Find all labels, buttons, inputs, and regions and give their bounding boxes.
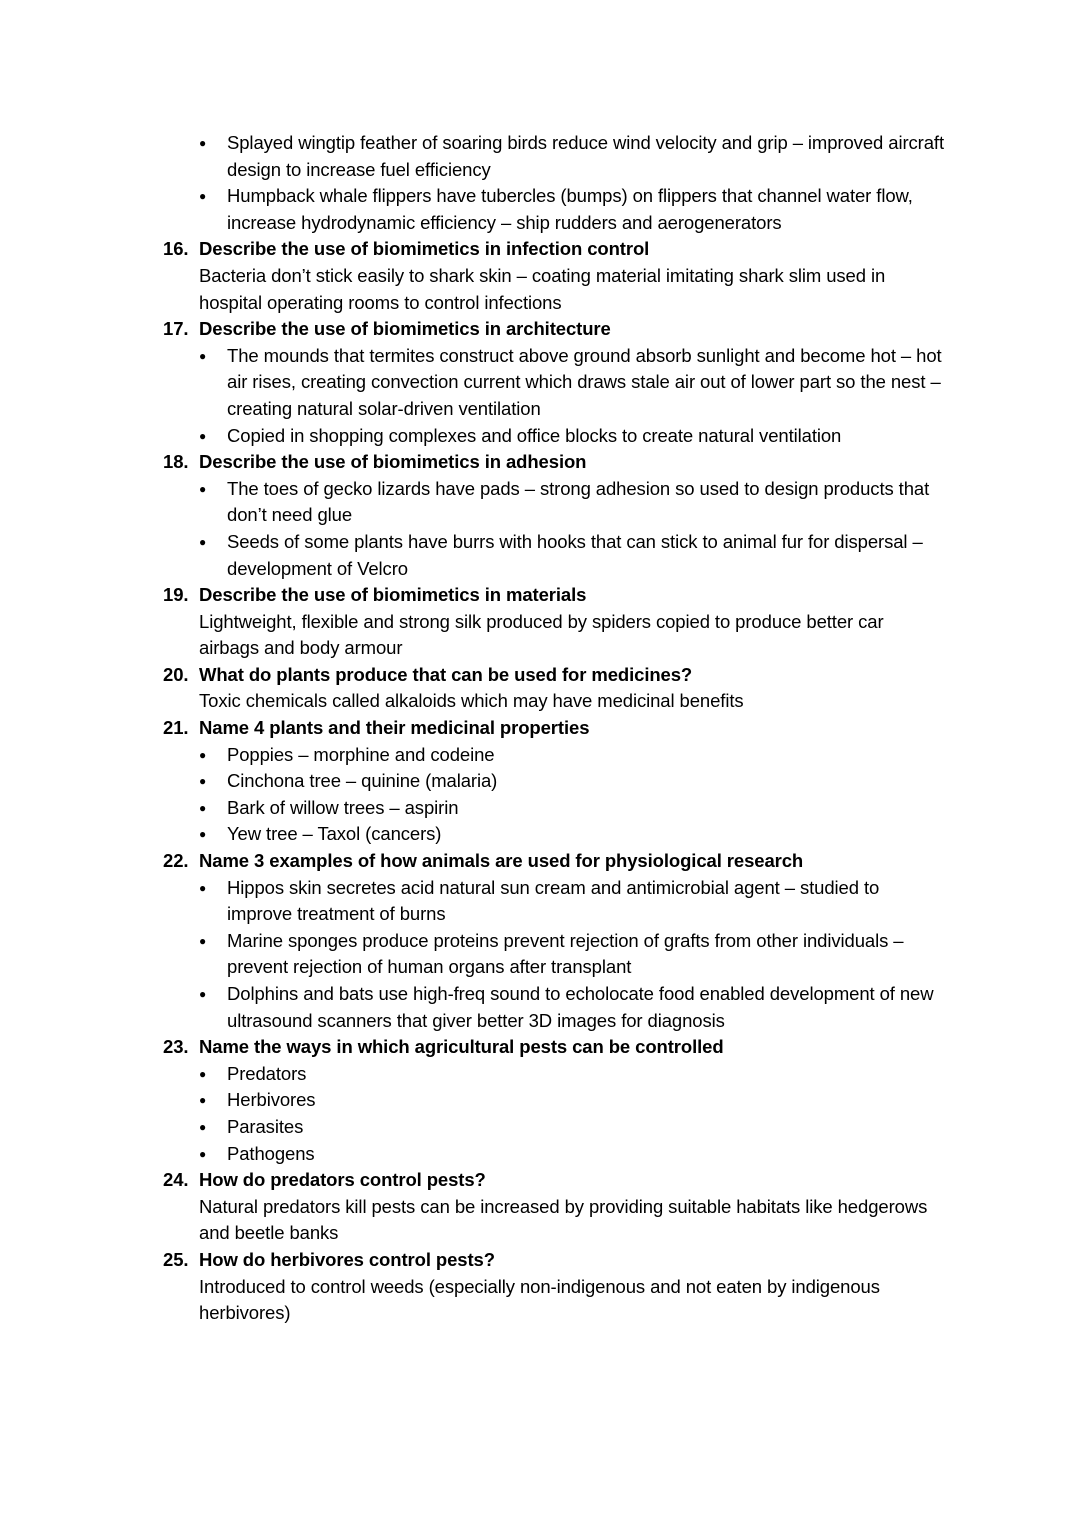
bullet-item xyxy=(199,821,948,848)
question-text: How do herbivores control pests? xyxy=(199,1248,495,1270)
bullet-text: Cinchona tree – quinine (malaria) xyxy=(227,770,498,792)
question-item xyxy=(163,1034,948,1061)
bullet-icon: ● xyxy=(199,933,207,948)
question-number: 18. xyxy=(163,451,189,473)
bullet-text: Humpback whale flippers have tubercles (bumps) on flippers that channel water flow, increase hydrodynamic efficiency – ship rudders and aerogenerators xyxy=(227,185,913,233)
question-text: Describe the use of biomimetics in materials xyxy=(199,584,587,606)
question-number: 22. xyxy=(163,850,189,872)
question-number: 17. xyxy=(163,318,189,340)
bullet-item xyxy=(199,183,948,236)
question-item xyxy=(163,848,948,875)
bullet-text: Dolphins and bats use high-freq sound to echolocate food enabled development of new ultrasound scanners that giver better 3D images for diagnosis xyxy=(227,983,934,1031)
bullet-text: Splayed wingtip feather of soaring birds reduce wind velocity and grip – improved aircraft design to increase fuel efficiency xyxy=(227,132,944,180)
bullet-item xyxy=(199,343,948,423)
question-number: 24. xyxy=(163,1169,189,1191)
question-item xyxy=(163,1247,948,1274)
question-text: Name 4 plants and their medicinal properties xyxy=(199,717,590,739)
bullet-item xyxy=(199,742,948,769)
question-number: 16. xyxy=(163,238,189,260)
bullet-text: The mounds that termites construct above ground absorb sunlight and become hot – hot air rises, creating convection current which draws stale air out of lower part so the nest – creating natural solar-driven ventilation xyxy=(227,344,942,419)
question-number: 19. xyxy=(163,584,189,606)
question-number: 21. xyxy=(163,717,189,739)
bullet-icon: ● xyxy=(199,481,207,496)
answer-text: Bacteria don’t stick easily to shark skin – coating material imitating shark slim used in hospital operating rooms to control infections xyxy=(199,264,886,313)
bullet-item xyxy=(199,1114,948,1141)
bullet-text: Hippos skin secretes acid natural sun cream and antimicrobial agent – studied to improve treatment of burns xyxy=(227,876,880,925)
question-text: Describe the use of biomimetics in infection control xyxy=(199,238,650,260)
bullet-item xyxy=(199,768,948,795)
answer-text: Lightweight, flexible and strong silk produced by spiders copied to produce better car airbags and body armour xyxy=(199,610,884,659)
bullet-item xyxy=(199,130,948,183)
bullet-item xyxy=(199,1061,948,1088)
answer-text: Introduced to control weeds (especially non-indigenous and not eaten by indigenous herbivores) xyxy=(199,1275,880,1324)
bullet-item xyxy=(199,875,948,928)
bullet-text: Poppies – morphine and codeine xyxy=(227,743,495,765)
question-item xyxy=(163,1167,948,1194)
question-text: What do plants produce that can be used for medicines? xyxy=(199,663,693,685)
bullet-item xyxy=(199,529,948,582)
bullet-item xyxy=(199,928,948,981)
question-item xyxy=(163,582,948,609)
bullet-text: Yew tree – Taxol (cancers) xyxy=(227,823,442,845)
question-item xyxy=(163,715,948,742)
bullet-item xyxy=(199,1141,948,1168)
question-item xyxy=(163,662,948,689)
answer-text: Toxic chemicals called alkaloids which may have medicinal benefits xyxy=(199,690,744,712)
bullet-text: Predators xyxy=(227,1062,307,1084)
bullet-icon: ● xyxy=(199,1093,207,1108)
bullet-icon: ● xyxy=(199,747,207,762)
question-text: Name the ways in which agricultural pests can be controlled xyxy=(199,1036,724,1058)
bullet-icon: ● xyxy=(199,880,207,895)
bullet-icon: ● xyxy=(199,534,207,549)
question-number: 25. xyxy=(163,1248,189,1270)
bullet-text: Pathogens xyxy=(227,1142,315,1164)
bullet-text: Marine sponges produce proteins prevent rejection of grafts from other individuals – prevent rejection of human organs after transplant xyxy=(227,929,904,978)
question-text: Describe the use of biomimetics in architecture xyxy=(199,318,611,340)
bullet-icon: ● xyxy=(199,827,207,842)
question-item xyxy=(163,236,948,263)
bullet-icon: ● xyxy=(199,987,207,1001)
bullet-item xyxy=(199,476,948,529)
question-text: Name 3 examples of how animals are used for physiological research xyxy=(199,850,804,872)
question-item xyxy=(163,449,948,476)
bullet-icon: ● xyxy=(199,348,207,363)
bullet-icon: ● xyxy=(199,774,207,789)
bullet-item xyxy=(199,981,948,1034)
question-item xyxy=(163,316,948,343)
bullet-item xyxy=(199,423,948,450)
bullet-text: Copied in shopping complexes and office blocks to create natural ventilation xyxy=(227,424,842,446)
bullet-text: The toes of gecko lizards have pads – strong adhesion so used to design products that don’t need glue xyxy=(227,477,930,526)
question-number: 20. xyxy=(163,663,189,685)
bullet-icon: ● xyxy=(199,136,207,150)
bullet-item xyxy=(199,795,948,822)
bullet-item xyxy=(199,1087,948,1114)
bullet-text: Parasites xyxy=(227,1115,304,1137)
question-number: 23. xyxy=(163,1036,189,1058)
bullet-icon: ● xyxy=(199,1119,207,1134)
answer-text: Natural predators kill pests can be increased by providing suitable habitats like hedgerows and beetle banks xyxy=(199,1195,928,1244)
question-text: How do predators control pests? xyxy=(199,1169,486,1191)
notes-list xyxy=(163,130,948,1327)
bullet-icon: ● xyxy=(199,189,207,204)
bullet-text: Seeds of some plants have burrs with hooks that can stick to animal fur for dispersal – development of Velcro xyxy=(227,530,923,579)
bullet-icon: ● xyxy=(199,1146,207,1161)
bullet-icon: ● xyxy=(199,1066,207,1081)
question-text: Describe the use of biomimetics in adhesion xyxy=(199,451,587,473)
bullet-text: Bark of willow trees – aspirin xyxy=(227,796,459,818)
bullet-text: Herbivores xyxy=(227,1089,316,1111)
bullet-icon: ● xyxy=(199,800,207,815)
bullet-icon: ● xyxy=(199,428,207,443)
